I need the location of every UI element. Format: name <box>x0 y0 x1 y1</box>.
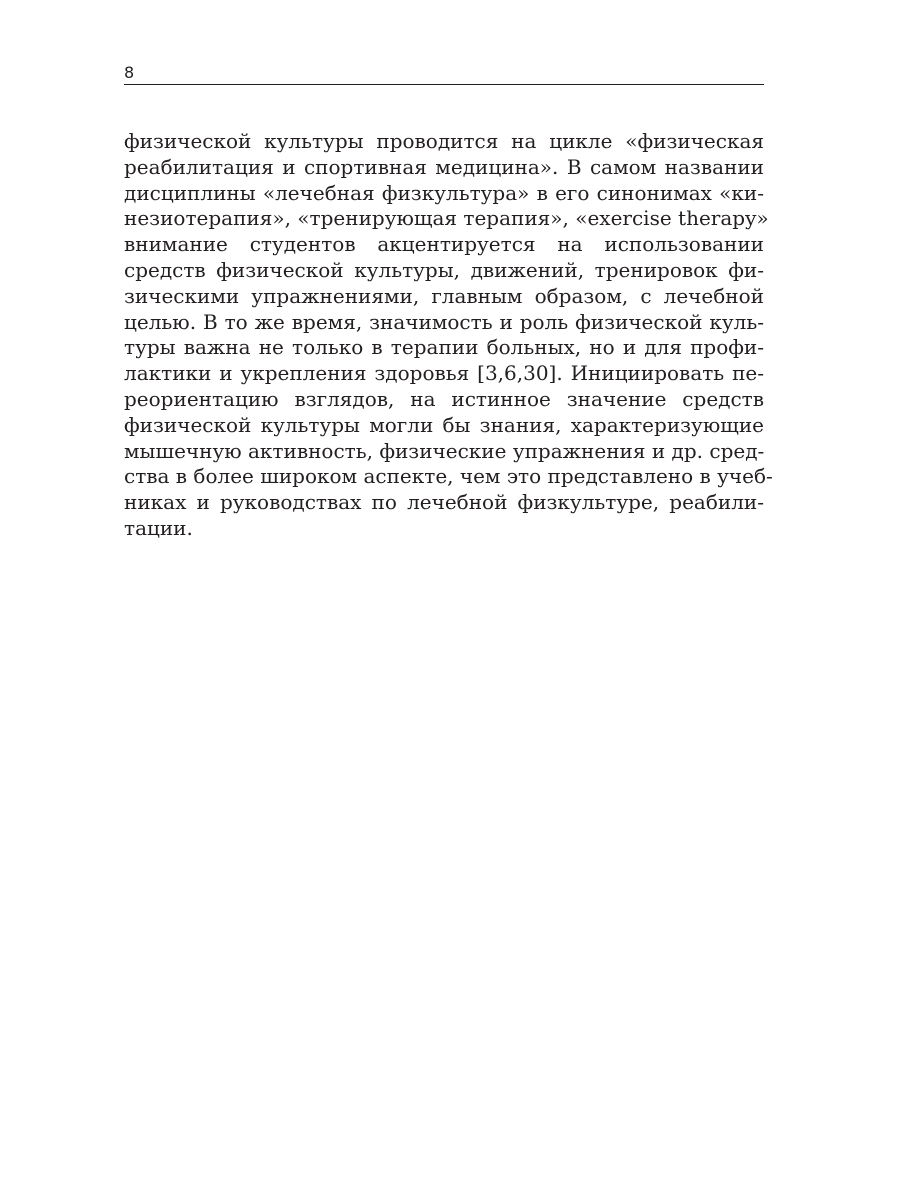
text-line: зическими упражнениями, главным образом, с лечебной <box>124 283 764 308</box>
text-line: лактики и укрепления здоровья [3,6,30]. Инициировать пе- <box>124 361 764 386</box>
text-line: реориентацию взглядов, на истинное значение средств <box>124 386 764 411</box>
text-line: мышечную активность, физические упражнения и др. сред- <box>124 438 765 463</box>
text-line: средств физической культуры, движений, тренировок фи- <box>124 257 764 282</box>
text-line: тации. <box>124 515 193 540</box>
page-number: 8 <box>124 63 135 82</box>
text-line: незиотерапия», «тренирующая терапия», «exercise therapy» <box>124 206 769 231</box>
page-header <box>124 62 764 85</box>
text-line: целью. В то же время, значимость и роль физической куль- <box>124 309 764 334</box>
text-line: физической культуры проводится на цикле «физическая <box>124 129 764 153</box>
text-line: ства в более широком аспекте, чем это представлено в учеб- <box>124 464 773 489</box>
text-line: физической культуры могли бы знания, характеризующие <box>124 412 764 437</box>
text-line: внимание студентов акцентируется на использовании <box>124 232 764 257</box>
text-line: никах и руководствах по лечебной физкультуре, реабили- <box>124 490 764 515</box>
text-line: туры важна не только в терапии больных, но и для профи- <box>124 335 764 360</box>
text-line: дисциплины «лечебная физкультура» в его синонимах «ки- <box>124 180 764 205</box>
text-line: реабилитация и спортивная медицина». В самом названии <box>124 154 764 179</box>
body-paragraph <box>124 129 773 542</box>
